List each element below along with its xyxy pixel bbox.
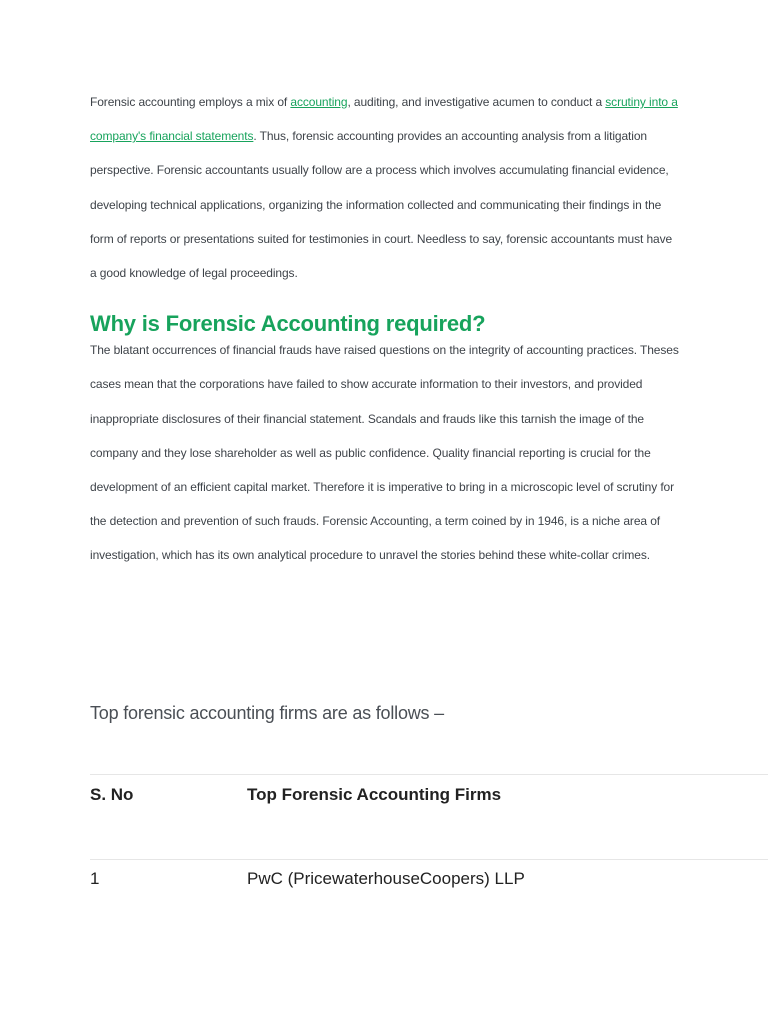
accounting-link[interactable]: accounting [290, 95, 348, 109]
row-firm-name: PwC (PricewaterhouseCoopers) LLP [247, 869, 525, 888]
financial-statements-link[interactable]: scrutiny into a company's financial statements [90, 95, 678, 144]
article-body [90, 85, 680, 573]
intro-paragraph [90, 85, 680, 290]
header-sno: S. No [90, 785, 134, 804]
section-heading: Why is Forensic Accounting required? [90, 311, 486, 337]
firms-title: Top forensic accounting firms are as follows – [90, 703, 444, 723]
row-sno: 1 [90, 869, 100, 888]
header-firms: Top Forensic Accounting Firms [247, 785, 502, 804]
table-header-row [90, 775, 768, 860]
table-row [90, 860, 768, 930]
section-paragraph: The blatant occurrences of financial frauds have raised questions on the integrity of accounting practices. Theses cases mean that the corporations have failed to show accurate information to their investors, and provided inappropriate disclosures of their financial statement. Scandals and frauds like this tarnish the image of the company and they lose shareholder as well as public confidence. Quality financial reporting is crucial for the development of an efficient capital market. Therefore it is imperative to bring in a microscopic level of scrutiny for the detection and prevention of such frauds. Forensic Accounting, a term coined by in 1946, is a niche area of investigation, which has its own analytical procedure to unravel the stories behind these white-collar crimes. [90, 343, 679, 563]
firms-table [90, 774, 768, 929]
intro-text-3: . Thus, forensic accounting provides an accounting analysis from a litigation perspective. Forensic accountants usually follow are a process which involves accumulating financial evidence, developing technical applications, organizing the information collected and communicating their findings in the form of reports or presentations suited for testimonies in court. Needless to say, forensic accountants must have a good knowledge of legal proceedings. [90, 129, 673, 281]
intro-text-1: Forensic accounting employs a mix of [90, 95, 291, 109]
intro-text-2: , auditing, and investigative acumen to conduct a [347, 95, 606, 109]
